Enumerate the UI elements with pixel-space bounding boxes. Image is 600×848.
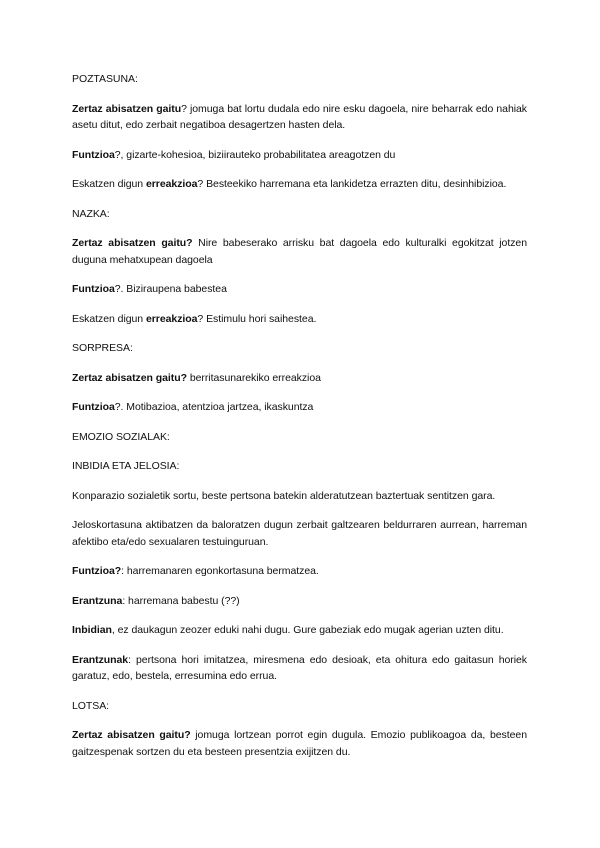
inbidia-function: Funtzioa?: harremanaren egonkortasuna bermatzea. [72,565,319,577]
heading-lotsa: LOTSA: [72,699,110,712]
bold-label: Zertaz abisatzen gaitu? [72,371,187,384]
nazka-question: Zertaz abisatzen gaitu? Nire babeserako arrisku bat dagoela edo kulturalki egokitzat jotzen duguna mehatxupean dagoela [72,237,527,266]
bold-label: erreakzioa [145,312,198,325]
sorpresa-function: Funtzioa?. Motibazioa, atentzioa jartzea, ikaskuntza [72,401,314,413]
poztasuna-reaction: Eskatzen digun erreakzioa? Besteekiko harremana eta lankidetza errazten ditu, desinhibizioa. [72,178,507,190]
heading-poztasuna: POZTASUNA: [72,73,138,85]
inbidia-responses: Erantzunak: pertsona hori imitatzea, miresmena edo desioak, eta ohitura edo gaitasun horiek garatuz, edo, bestela, erresumina edo errua. [72,653,527,682]
bold-label: Erantzuna [72,594,123,607]
heading-sorpresa: SORPRESA: [72,342,133,354]
heading-inbidia: INBIDIA ETA JELOSIA: [72,460,180,472]
inbidia-p1: Konparazio sozialetik sortu, beste pertsona batekin alderatutzean baztertuak sentitzen gara. [72,489,496,502]
bold-label: Zertaz abisatzen gaitu [72,102,182,115]
document-page [72,71,527,773]
inbidia-p2: Jeloskortasuna aktibatzen da baloratzen dugun zerbait galtzearen beldurraren aurrean, harreman afektibo eta/edo sexualaren testuinguruan. [72,519,527,548]
inbidia-definition: Inbidian, ez daukagun zeozer eduki nahi dugu. Gure gabeziak edo mugak agerian uzten ditu. [72,624,504,636]
inbidia-response: Erantzuna: harremana babestu (??) [72,594,240,607]
bold-label: Zertaz abisatzen gaitu? [72,237,193,249]
bold-label: Funtzioa? [72,565,122,577]
bold-label: Inbidian [72,624,112,636]
bold-label: Funtzioa [72,148,115,161]
lotsa-question: Zertaz abisatzen gaitu? jomuga lortzean porrot egin dugula. Emozio publikoagoa da, besteen gaitzespenak sortzen du eta besteen presentzia exijitzen du. [72,729,527,758]
bold-label: Zertaz abisatzen gaitu? [72,729,191,741]
bold-label: erreakzioa [145,178,198,190]
sorpresa-question: Zertaz abisatzen gaitu? berritasunarekiko erreakzioa [72,371,321,384]
bold-label: Erantzunak [72,653,129,666]
heading-emozio-sozialak: EMOZIO SOZIALAK: [72,430,170,443]
poztasuna-question: Zertaz abisatzen gaitu? jomuga bat lortu dudala edo nire esku dagoela, nire beharrak edo nahiak asetu ditut, edo zerbait negatiboa desagertzen hasten dela. [72,102,528,131]
bold-label: Funtzioa [72,401,115,413]
nazka-function: Funtzioa?. Biziraupena babestea [72,283,227,295]
bold-label: Funtzioa [72,283,115,295]
poztasuna-function: Funtzioa?, gizarte-kohesioa, biziirauteko probabilitatea areagotzen du [72,148,396,161]
nazka-reaction: Eskatzen digun erreakzioa? Estimulu hori saihestea. [72,312,317,325]
heading-nazka: NAZKA: [72,207,110,220]
